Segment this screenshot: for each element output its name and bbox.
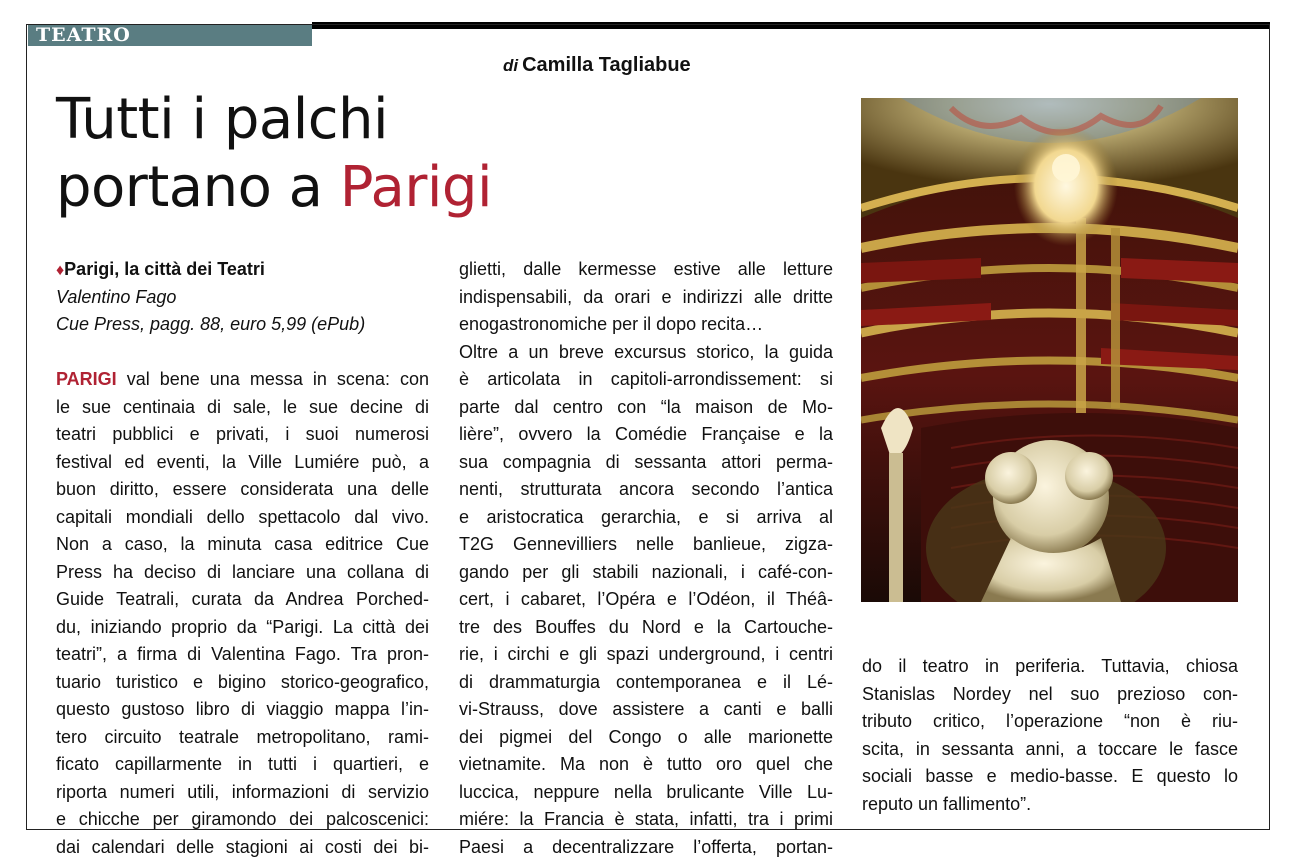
headline-accent: Parigi <box>340 155 492 220</box>
text-line: dai calendari delle stagioni ai costi dei bi- <box>56 834 429 861</box>
text-line: riporta numeri utili, informazioni di servizio <box>56 779 429 807</box>
text-line: do il teatro in periferia. Tuttavia, chiosa <box>862 653 1238 681</box>
text-line: teatri pubblici e privati, i suoi numerosi <box>56 421 429 449</box>
text-line: di drammaturgia contemporanea e il Lé- <box>459 669 833 697</box>
text-line: miére: la Francia è stata, infatti, tra i primi <box>459 806 833 834</box>
text-line: Guide Teatrali, curata da Andrea Porched- <box>56 586 429 614</box>
text-line: enogastronomiche per il dopo recita… <box>459 311 833 339</box>
text-line: tuario turistico e bigino storico-geografico, <box>56 669 429 697</box>
text-line: nenti, strutturata ancora secondo l’antica <box>459 476 833 504</box>
byline-prefix: di <box>503 56 518 75</box>
text-line: sua compagnia di sessanta attori perma- <box>459 449 833 477</box>
opera-house-photo <box>861 98 1238 602</box>
text-line: Paesi a decentralizzare l’offerta, portan- <box>459 834 833 861</box>
lead-word: PARIGI <box>56 369 117 389</box>
text-line: le sue centinaia di sale, le sue decine di <box>56 394 429 422</box>
text-line: è articolata in capitoli-arrondissement: si <box>459 366 833 394</box>
text-line: Non a caso, la minuta casa editrice Cue <box>56 531 429 559</box>
text-line: Press ha deciso di lanciare una collana di <box>56 559 429 587</box>
text-line: teatri”, a firma di Valentina Fago. Tra pron- <box>56 641 429 669</box>
text-line: scita, in sessanta anni, a toccare le fasce <box>862 736 1238 764</box>
text-line: gando per gli stabili nazionali, i café-con- <box>459 559 833 587</box>
headline-line-1: Tutti i palchi <box>56 86 492 154</box>
text-line: dei pigmei del Congo o alle marionette <box>459 724 833 752</box>
article-column-2 <box>459 256 833 861</box>
text-line: capitali mondiali dello spettacolo dal vivo. <box>56 504 429 532</box>
text-line: tributo critico, l’operazione “non è riu- <box>862 708 1238 736</box>
text-line: buon diritto, essere considerata una delle <box>56 476 429 504</box>
text-line: e aristocratica gerarchia, e si arriva al <box>459 504 833 532</box>
article-column-3 <box>862 653 1238 818</box>
text-line: vietnamite. Ma non è tutto oro quel che <box>459 751 833 779</box>
text-line: tre des Bouffes du Nord e la Cartouche- <box>459 614 833 642</box>
text-line: Stanislas Nordey nel suo prezioso con- <box>862 681 1238 709</box>
text-line: lière”, ovvero la Comédie Française e la <box>459 421 833 449</box>
spacer <box>56 339 429 367</box>
text-line: Oltre a un breve excursus storico, la guida <box>459 339 833 367</box>
text-line: sociali basse e medio-basse. E questo lo <box>862 763 1238 791</box>
text-line: festival ed eventi, la Ville Lumiére può, a <box>56 449 429 477</box>
text-line: indispensabili, da orari e indirizzi alle dritte <box>459 284 833 312</box>
text-line: reputo un fallimento”. <box>862 791 1238 819</box>
byline <box>503 54 691 77</box>
text-line: vi-Strauss, dove assistere a canti e balli <box>459 696 833 724</box>
section-label: TEATRO <box>36 25 131 45</box>
headline <box>56 86 492 222</box>
diamond-icon: ♦ <box>56 262 64 279</box>
text-line: ficato capillarmente in tutti i quartieri, e <box>56 751 429 779</box>
book-title-line <box>56 256 429 284</box>
text-line: rie, i circhi e gli spazi underground, i centri <box>459 641 833 669</box>
text-line: luccica, neppure nella brulicante Ville Lu- <box>459 779 833 807</box>
text-line-content: val bene una messa in scena: con <box>117 369 429 389</box>
text-line: parte dal centro con “la maison de Mo- <box>459 394 833 422</box>
text-line: questo gustoso libro di viaggio mappa l’in- <box>56 696 429 724</box>
byline-author: Camilla Tagliabue <box>522 54 691 76</box>
text-line: cert, i cabaret, l’Opéra e l’Odéon, il Théâ- <box>459 586 833 614</box>
text-line <box>56 366 429 394</box>
book-details: Cue Press, pagg. 88, euro 5,99 (ePub) <box>56 311 429 339</box>
article-column-1 <box>56 256 429 861</box>
book-author: Valentino Fago <box>56 284 429 312</box>
text-line: glietti, dalle kermesse estive alle letture <box>459 256 833 284</box>
book-title: Parigi, la città dei Teatri <box>64 259 265 279</box>
text-line: e chicche per giramondo dei palcoscenici: <box>56 806 429 834</box>
text-line: du, iniziando proprio da “Parigi. La città dei <box>56 614 429 642</box>
headline-line-2 <box>56 154 492 222</box>
text-line: T2G Gennevilliers nelle banlieue, zigza- <box>459 531 833 559</box>
headline-line-2-text: portano a <box>56 155 340 220</box>
text-line: tero circuito teatrale metropolitano, rami- <box>56 724 429 752</box>
